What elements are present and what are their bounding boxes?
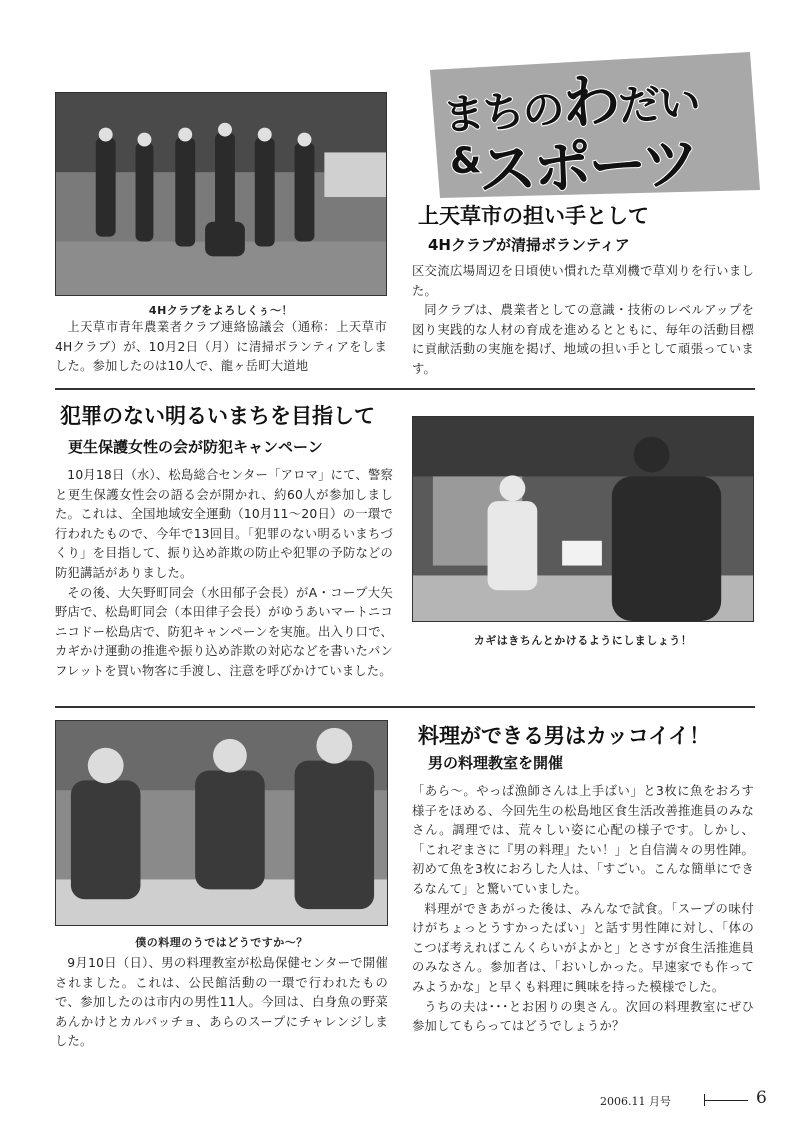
article1-paragraph-1a: 上天草市青年農業者クラブ連絡協議会（通称：上天草市4Hクラブ）が、10月2日（月）に清掃ボランティアをしました。参加したのは10人で、龍ヶ岳町大道地 (55, 320, 387, 374)
section-banner (420, 40, 765, 205)
article1-body-right (412, 262, 754, 380)
article1-paragraph-1b: 区交流広場周辺を日頃使い慣れた草刈機で草刈りを行いました。 (412, 264, 754, 298)
banner-title-line2: &スポーツ (449, 128, 698, 205)
article3-headline: 料理ができる男はカッコイイ！ (418, 720, 710, 750)
article3-body-right (412, 782, 754, 1037)
footer-rule (704, 1100, 748, 1101)
article2-subhead: 更生保護女性の会が防犯キャンペーン (68, 438, 323, 456)
article1-paragraph-2: 同クラブは、農業者としての意識・技術のレベルアップを図り実践的な人材の育成を進めるとともに、毎年の活動目標に貢献活動の実施を掲げ、地域の担い手として頑張っています。 (412, 303, 754, 376)
photo-caption-crime: カギはきちんとかけるようにしましょう！ (473, 634, 693, 647)
article3-paragraph-left: 9月10日（日）、男の料理教室が松島保健センターで開催されました。これは、公民館活動の一環で行われたもので、参加したのは市内の男性11人。今回は、白身魚の野菜あんかけとカルパッチョ、あらのスープにチャレンジしました。 (55, 956, 388, 1049)
article3-subhead: 男の料理教室を開催 (428, 754, 564, 772)
article3-paragraph-3: うちの夫は･･･とお困りの奥さん。次回の料理教室にぜひ参加してもらってはどうでしょうか？ (412, 999, 754, 1034)
photo-4h-club (55, 92, 387, 296)
article3-paragraph-2: 料理ができあがった後は、みんなで試食。「スープの味付けがちょっとうすかったばい」と話す男性陣に対し、「体のこつば考えればこんくらいがよかと」とさすが食生活推進員のみなさん。参加者は、「おいしかった。早速家でも作ってみようかな」と早くも料理に興味を持った模様でした。 (412, 901, 754, 994)
footer-tick (704, 1094, 705, 1106)
issue-label: 2006.11 月号 (600, 1095, 671, 1108)
page-number: 6 (756, 1088, 767, 1108)
photo-caption-4h: 4Hクラブをよろしくぅ～！ (148, 304, 294, 317)
article2-body (55, 466, 393, 682)
banner-title-line1: まちのわだい (441, 66, 700, 140)
section-divider-2 (55, 706, 755, 708)
article1-headline: 上天草市の担い手として (418, 200, 649, 230)
section-divider-1 (55, 388, 755, 390)
article1-subhead: 4Hクラブが清掃ボランティア (428, 236, 630, 254)
article1-body-left (55, 318, 387, 377)
photo-caption-cooking: 僕の料理のうではどうですか～？ (135, 936, 308, 949)
article2-paragraph-1: 10月18日（水）、松島総合センター「アロマ」にて、警察と更生保護女性会の語る会が開かれ、約60人が参加しました。これは、全国地域安全運動（10月11～20日）の一環で行われたもので、今年で13回目。「犯罪のない明るいまちづくり」を目指して、振り込め詐欺の防止や犯罪の予防などの防犯講話がありました。 (55, 468, 393, 580)
article2-headline: 犯罪のない明るいまちを目指して (60, 400, 375, 430)
footer (600, 1088, 780, 1112)
photo-crime-prevention (412, 416, 754, 622)
article3-body-left (55, 954, 388, 1052)
photo-cooking-class (55, 720, 388, 926)
article3-paragraph-1: 「あら～。やっぱ漁師さんは上手ばい」と3枚に魚をおろす様子をほめる、今回先生の松島地区食生活改善推進員のみなさん。調理では、荒々しい姿に心配の様子です。しかし、「これぞまさに『男の料理』たい！」と自信満々の男性陣。初めて魚を3枚におろした人は、「すごい。こんな簡単にできるなんて」と驚いていました。 (412, 784, 754, 896)
article2-paragraph-2: その後、大矢野町同会（水田郁子会長）がA・コープ大矢野店で、松島町同会（本田律子会長）がゆうあいマートニコニコドー松島店で、防犯キャンペーンを実施。出入り口で、カギかけ運動の推進や振り込め詐欺の対応などを書いたパンフレットを買い物客に手渡し、注意を呼びかけていました。 (55, 585, 393, 678)
